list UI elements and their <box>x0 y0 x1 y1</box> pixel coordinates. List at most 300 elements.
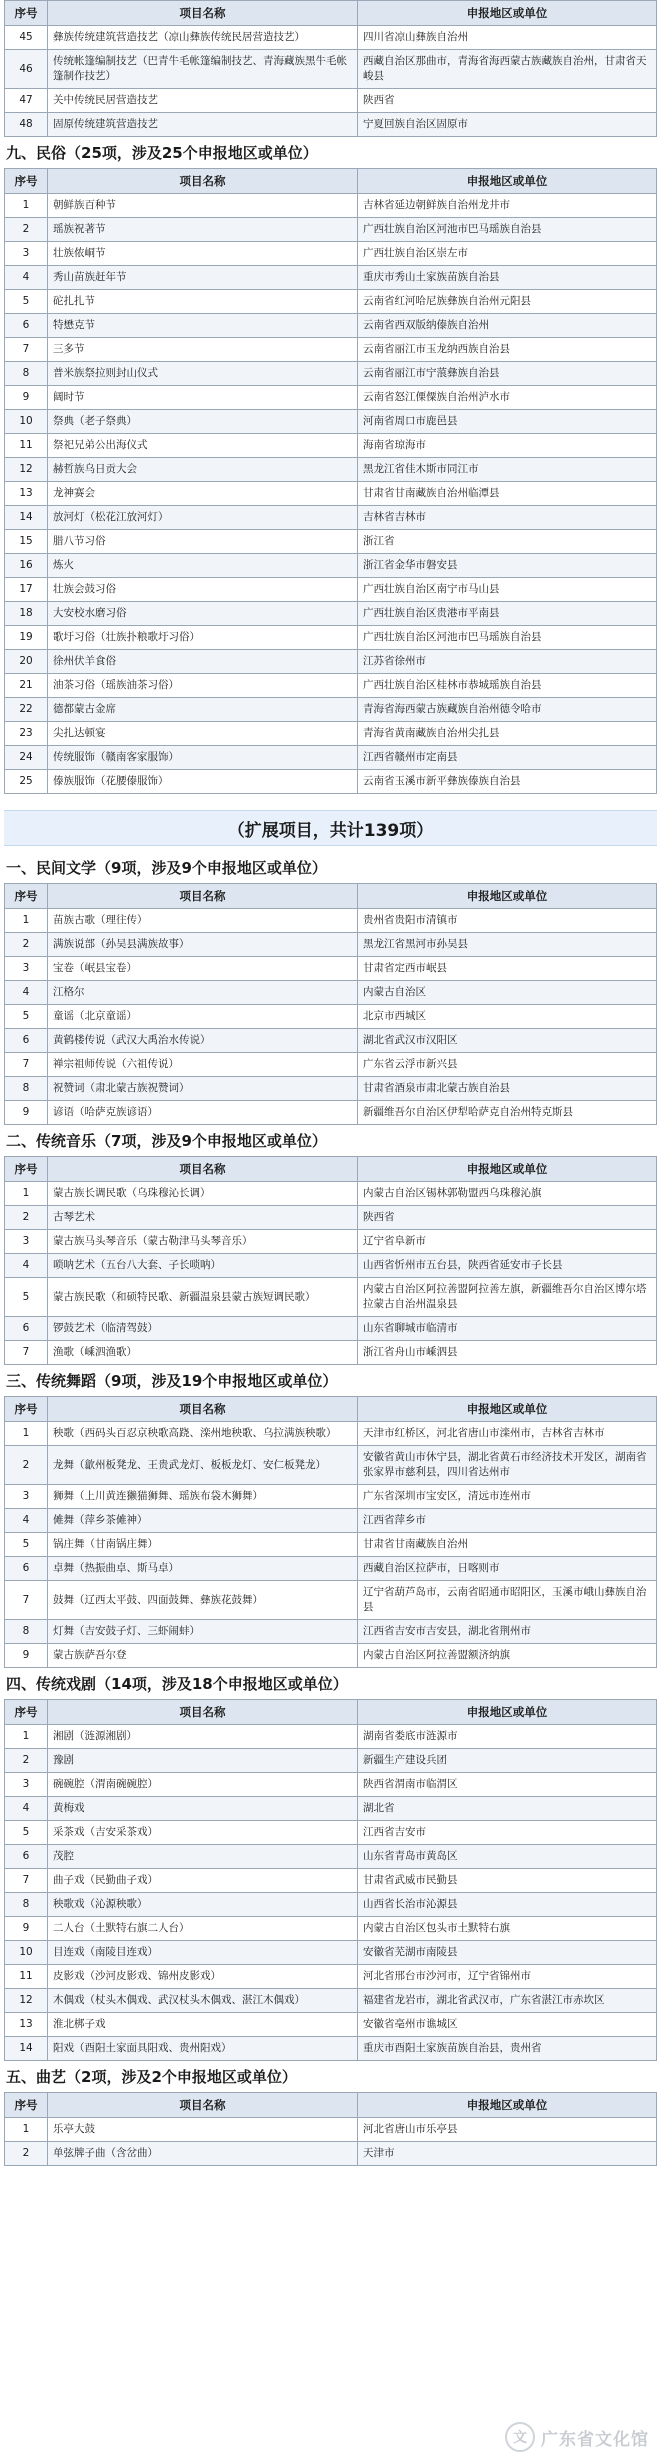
cell-area: 辽宁省葫芦岛市，云南省昭通市昭阳区，玉溪市峨山彝族自治县 <box>358 1581 657 1620</box>
cell-number: 7 <box>5 338 48 362</box>
table-row <box>5 1422 657 1446</box>
cell-number: 5 <box>5 1821 48 1845</box>
cell-project-name: 阳戏（酉阳土家面具阳戏、贵州阳戏） <box>48 2037 358 2061</box>
table-row <box>5 578 657 602</box>
cell-area: 吉林省吉林市 <box>358 506 657 530</box>
cell-project-name: 龙舞（歙州板凳龙、王贵武龙灯、板板龙灯、安仁板凳龙） <box>48 1446 358 1485</box>
table-row <box>5 506 657 530</box>
cell-number: 4 <box>5 1254 48 1278</box>
table-row <box>5 1509 657 1533</box>
table-row <box>5 530 657 554</box>
table-row <box>5 362 657 386</box>
cell-project-name: 阔时节 <box>48 386 358 410</box>
cell-project-name: 蒙古族民歌（和硕特民歌、新疆温泉县蒙古族短调民歌） <box>48 1278 358 1317</box>
cell-number: 6 <box>5 314 48 338</box>
col-header-name: 项目名称 <box>48 1700 358 1725</box>
table-quyi <box>4 2092 657 2166</box>
table-row <box>5 650 657 674</box>
table-row <box>5 1620 657 1644</box>
table-row <box>5 1869 657 1893</box>
cell-number: 3 <box>5 1485 48 1509</box>
cell-number: 13 <box>5 2013 48 2037</box>
cell-project-name: 傩舞（萍乡茶傩神） <box>48 1509 358 1533</box>
cell-number: 19 <box>5 626 48 650</box>
cell-number: 20 <box>5 650 48 674</box>
table-row <box>5 1797 657 1821</box>
cell-area: 湖北省武汉市汉阳区 <box>358 1029 657 1053</box>
table-traditional-music <box>4 1156 657 1365</box>
table-row <box>5 410 657 434</box>
table-row <box>5 1485 657 1509</box>
table-row <box>5 1446 657 1485</box>
table-row <box>5 626 657 650</box>
col-header-area: 申报地区或单位 <box>358 1397 657 1422</box>
cell-number: 2 <box>5 2142 48 2166</box>
cell-number: 16 <box>5 554 48 578</box>
cell-project-name: 赫哲族乌日贡大会 <box>48 458 358 482</box>
cell-project-name: 宝卷（岷县宝卷） <box>48 957 358 981</box>
cell-number: 9 <box>5 386 48 410</box>
cell-project-name: 江格尔 <box>48 981 358 1005</box>
cell-area: 山西省忻州市五台县，陕西省延安市子长县 <box>358 1254 657 1278</box>
watermark-text: 广东省文化馆 <box>541 2429 649 2450</box>
table-traditional-drama <box>4 1699 657 2061</box>
col-header-area: 申报地区或单位 <box>358 1700 657 1725</box>
table-row <box>5 1029 657 1053</box>
section-title-quyi: 五、曲艺（2项，涉及2个申报地区或单位） <box>6 2068 297 2086</box>
cell-number: 1 <box>5 1725 48 1749</box>
cell-area: 甘肃省酒泉市肃北蒙古族自治县 <box>358 1077 657 1101</box>
cell-area: 广西壮族自治区桂林市恭城瑶族自治县 <box>358 674 657 698</box>
table-row <box>5 266 657 290</box>
cell-number: 10 <box>5 410 48 434</box>
cell-number: 8 <box>5 1077 48 1101</box>
cell-project-name: 苗族古歌（理往传） <box>48 909 358 933</box>
cell-project-name: 二人台（土默特右旗二人台） <box>48 1917 358 1941</box>
cell-number: 48 <box>5 113 48 137</box>
cell-project-name: 傣族服饰（花腰傣服饰） <box>48 770 358 794</box>
table-row <box>5 1101 657 1125</box>
cell-area: 宁夏回族自治区固原市 <box>358 113 657 137</box>
cell-area: 江西省吉安市 <box>358 1821 657 1845</box>
cell-project-name: 腊八节习俗 <box>48 530 358 554</box>
col-header-area: 申报地区或单位 <box>358 2093 657 2118</box>
cell-project-name: 木偶戏（杖头木偶戏、武汉杖头木偶戏、湛江木偶戏） <box>48 1989 358 2013</box>
table-row <box>5 89 657 113</box>
col-header-no: 序号 <box>5 1397 48 1422</box>
cell-project-name: 祭典（老子祭典） <box>48 410 358 434</box>
cell-project-name: 卓舞（热振曲卓、斯马卓） <box>48 1557 358 1581</box>
table-row <box>5 218 657 242</box>
table-row <box>5 386 657 410</box>
table-row <box>5 674 657 698</box>
cell-number: 3 <box>5 957 48 981</box>
cell-number: 3 <box>5 242 48 266</box>
table-row <box>5 722 657 746</box>
cell-area: 湖北省 <box>358 1797 657 1821</box>
cell-number: 45 <box>5 26 48 50</box>
cell-project-name: 瑶族祝著节 <box>48 218 358 242</box>
cell-number: 6 <box>5 1317 48 1341</box>
cell-number: 4 <box>5 1797 48 1821</box>
table-row <box>5 1773 657 1797</box>
table-row <box>5 1341 657 1365</box>
table-row <box>5 1317 657 1341</box>
table-row <box>5 1533 657 1557</box>
cell-number: 14 <box>5 506 48 530</box>
cell-project-name: 普米族祭拉则封山仪式 <box>48 362 358 386</box>
table-row <box>5 2013 657 2037</box>
cell-project-name: 固原传统建筑营造技艺 <box>48 113 358 137</box>
cell-number: 18 <box>5 602 48 626</box>
cell-project-name: 砣扎扎节 <box>48 290 358 314</box>
section-title-folk-literature: 一、民间文学（9项，涉及9个申报地区或单位） <box>6 859 327 877</box>
cell-project-name: 淮北梆子戏 <box>48 2013 358 2037</box>
col-header-name: 项目名称 <box>48 2093 358 2118</box>
cell-number: 7 <box>5 1869 48 1893</box>
cell-project-name: 大安校水磨习俗 <box>48 602 358 626</box>
cell-number: 9 <box>5 1917 48 1941</box>
table-header <box>5 884 657 909</box>
table-row <box>5 50 657 89</box>
col-header-area: 申报地区或单位 <box>358 169 657 194</box>
cell-area: 浙江省 <box>358 530 657 554</box>
table-row <box>5 1182 657 1206</box>
cell-number: 25 <box>5 770 48 794</box>
cell-area: 海南省琼海市 <box>358 434 657 458</box>
watermark-badge-icon: 文 <box>505 2422 535 2452</box>
cell-number: 3 <box>5 1773 48 1797</box>
cell-number: 2 <box>5 1749 48 1773</box>
cell-number: 6 <box>5 1845 48 1869</box>
cell-number: 13 <box>5 482 48 506</box>
cell-project-name: 采茶戏（吉安采茶戏） <box>48 1821 358 1845</box>
cell-project-name: 炼火 <box>48 554 358 578</box>
cell-project-name: 碗碗腔（渭南碗碗腔） <box>48 1773 358 1797</box>
col-header-no: 序号 <box>5 1157 48 1182</box>
col-header-area: 申报地区或单位 <box>358 1157 657 1182</box>
cell-area: 青海省海西蒙古族藏族自治州德令哈市 <box>358 698 657 722</box>
cell-area: 新疆生产建设兵团 <box>358 1749 657 1773</box>
col-header-no: 序号 <box>5 1 48 26</box>
cell-area: 重庆市酉阳土家族苗族自治县，贵州省 <box>358 2037 657 2061</box>
cell-area: 河北省邢台市沙河市，辽宁省锦州市 <box>358 1965 657 1989</box>
cell-project-name: 歌圩习俗（壮族扑粮歌圩习俗） <box>48 626 358 650</box>
cell-project-name: 目连戏（南陵目连戏） <box>48 1941 358 1965</box>
cell-area: 山西省长治市沁源县 <box>358 1893 657 1917</box>
table-folk-customs <box>4 168 657 794</box>
cell-number: 9 <box>5 1644 48 1668</box>
cell-area: 广西壮族自治区贵港市平南县 <box>358 602 657 626</box>
cell-project-name: 德都蒙古金席 <box>48 698 358 722</box>
table-row <box>5 1644 657 1668</box>
cell-project-name: 关中传统民居营造技艺 <box>48 89 358 113</box>
cell-area: 安徽省芜湖市南陵县 <box>358 1941 657 1965</box>
cell-area: 内蒙古自治区锡林郭勒盟西乌珠穆沁旗 <box>358 1182 657 1206</box>
cell-number: 4 <box>5 1509 48 1533</box>
cell-number: 24 <box>5 746 48 770</box>
cell-project-name: 尖扎达顿宴 <box>48 722 358 746</box>
cell-area: 江西省赣州市定南县 <box>358 746 657 770</box>
cell-area: 西藏自治区那曲市，青海省海西蒙古族藏族自治州，甘肃省天峻县 <box>358 50 657 89</box>
cell-number: 10 <box>5 1941 48 1965</box>
col-header-name: 项目名称 <box>48 884 358 909</box>
cell-number: 47 <box>5 89 48 113</box>
cell-area: 广东省云浮市新兴县 <box>358 1053 657 1077</box>
table-row <box>5 434 657 458</box>
cell-project-name: 徐州伏羊食俗 <box>48 650 358 674</box>
section-title-traditional-dance: 三、传统舞蹈（9项，涉及19个申报地区或单位） <box>6 1372 338 1390</box>
cell-area: 湖南省娄底市涟源市 <box>358 1725 657 1749</box>
cell-area: 北京市西城区 <box>358 1005 657 1029</box>
cell-area: 安徽省黄山市休宁县，湖北省黄石市经济技术开发区，湖南省张家界市慈利县，四川省达州市 <box>358 1446 657 1485</box>
cell-area: 内蒙古自治区阿拉善盟阿拉善左旗，新疆维吾尔自治区博尔塔拉蒙古自治州温泉县 <box>358 1278 657 1317</box>
cell-number: 11 <box>5 434 48 458</box>
table-row <box>5 554 657 578</box>
table-row <box>5 1053 657 1077</box>
cell-project-name: 黄梅戏 <box>48 1797 358 1821</box>
table-crafts-continued <box>4 0 657 137</box>
cell-project-name: 渔歌（嵊泗渔歌） <box>48 1341 358 1365</box>
table-header <box>5 1397 657 1422</box>
cell-area: 陕西省 <box>358 89 657 113</box>
cell-number: 1 <box>5 2118 48 2142</box>
cell-number: 1 <box>5 194 48 218</box>
cell-area: 西藏自治区拉萨市，日喀则市 <box>358 1557 657 1581</box>
cell-project-name: 乐亭大鼓 <box>48 2118 358 2142</box>
table-row <box>5 242 657 266</box>
cell-number: 7 <box>5 1053 48 1077</box>
cell-area: 浙江省舟山市嵊泗县 <box>358 1341 657 1365</box>
table-header <box>5 169 657 194</box>
cell-number: 14 <box>5 2037 48 2061</box>
cell-number: 2 <box>5 218 48 242</box>
table-row <box>5 1206 657 1230</box>
section-title-traditional-music: 二、传统音乐（7项，涉及9个申报地区或单位） <box>6 1132 327 1150</box>
cell-project-name: 豫剧 <box>48 1749 358 1773</box>
cell-project-name: 曲子戏（民勤曲子戏） <box>48 1869 358 1893</box>
cell-project-name: 秧歌戏（沁源秧歌） <box>48 1893 358 1917</box>
cell-project-name: 古琴艺术 <box>48 1206 358 1230</box>
col-header-name: 项目名称 <box>48 169 358 194</box>
cell-area: 黑龙江省佳木斯市同江市 <box>358 458 657 482</box>
table-row <box>5 2118 657 2142</box>
cell-area: 内蒙古自治区阿拉善盟额济纳旗 <box>358 1644 657 1668</box>
cell-project-name: 秧歌（西码头百忍京秧歌高跷、滦州地秧歌、乌拉满族秧歌） <box>48 1422 358 1446</box>
table-row <box>5 338 657 362</box>
col-header-no: 序号 <box>5 169 48 194</box>
table-row <box>5 746 657 770</box>
cell-area: 山东省青岛市黄岛区 <box>358 1845 657 1869</box>
table-row <box>5 698 657 722</box>
table-row <box>5 1749 657 1773</box>
table-row <box>5 909 657 933</box>
cell-number: 21 <box>5 674 48 698</box>
table-row <box>5 1005 657 1029</box>
cell-area: 安徽省亳州市谯城区 <box>358 2013 657 2037</box>
cell-area: 江西省萍乡市 <box>358 1509 657 1533</box>
cell-number: 4 <box>5 266 48 290</box>
table-row <box>5 2037 657 2061</box>
cell-project-name: 鼓舞（辽西太平鼓、四面鼓舞、彝族花鼓舞） <box>48 1581 358 1620</box>
cell-area: 陕西省渭南市临渭区 <box>358 1773 657 1797</box>
cell-area: 江苏省徐州市 <box>358 650 657 674</box>
table-folk-literature <box>4 883 657 1125</box>
cell-number: 2 <box>5 1446 48 1485</box>
cell-area: 福建省龙岩市，湖北省武汉市，广东省湛江市赤坎区 <box>358 1989 657 2013</box>
cell-area: 陕西省 <box>358 1206 657 1230</box>
table-row <box>5 458 657 482</box>
cell-number: 11 <box>5 1965 48 1989</box>
cell-project-name: 锅庄舞（甘南锅庄舞） <box>48 1533 358 1557</box>
cell-area: 云南省丽江市玉龙纳西族自治县 <box>358 338 657 362</box>
cell-project-name: 蒙古族长调民歌（乌珠穆沁长调） <box>48 1182 358 1206</box>
table-row <box>5 1581 657 1620</box>
cell-project-name: 童谣（北京童谣） <box>48 1005 358 1029</box>
cell-project-name: 灯舞（吉安鼓子灯、三虾闹蚌） <box>48 1620 358 1644</box>
table-row <box>5 290 657 314</box>
table-row <box>5 1893 657 1917</box>
cell-area: 广西壮族自治区河池市巴马瑶族自治县 <box>358 218 657 242</box>
cell-area: 青海省黄南藏族自治州尖扎县 <box>358 722 657 746</box>
cell-project-name: 茂腔 <box>48 1845 358 1869</box>
cell-number: 1 <box>5 1182 48 1206</box>
cell-number: 7 <box>5 1341 48 1365</box>
cell-project-name: 锣鼓艺术（临清驾鼓） <box>48 1317 358 1341</box>
cell-number: 23 <box>5 722 48 746</box>
col-header-no: 序号 <box>5 1700 48 1725</box>
cell-number: 12 <box>5 458 48 482</box>
table-row <box>5 2142 657 2166</box>
col-header-no: 序号 <box>5 2093 48 2118</box>
cell-number: 9 <box>5 1101 48 1125</box>
cell-area: 广西壮族自治区河池市巴马瑶族自治县 <box>358 626 657 650</box>
cell-project-name: 彝族传统建筑营造技艺（凉山彝族传统民居营造技艺） <box>48 26 358 50</box>
table-row <box>5 957 657 981</box>
cell-project-name: 黄鹤楼传说（武汉大禹治水传说） <box>48 1029 358 1053</box>
cell-number: 6 <box>5 1557 48 1581</box>
table-row <box>5 933 657 957</box>
cell-project-name: 特懋克节 <box>48 314 358 338</box>
cell-project-name: 传统帐篷编制技艺（巴青牛毛帐篷编制技艺、青海藏族黑牛毛帐篷制作技艺） <box>48 50 358 89</box>
cell-area: 广西壮族自治区崇左市 <box>358 242 657 266</box>
cell-area: 广西壮族自治区南宁市马山县 <box>358 578 657 602</box>
cell-number: 8 <box>5 362 48 386</box>
table-row <box>5 1278 657 1317</box>
cell-project-name: 壮族侬峒节 <box>48 242 358 266</box>
cell-area: 云南省玉溪市新平彝族傣族自治县 <box>358 770 657 794</box>
cell-project-name: 蒙古族马头琴音乐（蒙古勒津马头琴音乐） <box>48 1230 358 1254</box>
table-header <box>5 1157 657 1182</box>
table-row <box>5 1821 657 1845</box>
cell-area: 辽宁省阜新市 <box>358 1230 657 1254</box>
cell-number: 3 <box>5 1230 48 1254</box>
cell-number: 8 <box>5 1620 48 1644</box>
watermark-logo <box>505 2418 655 2456</box>
cell-area: 天津市 <box>358 2142 657 2166</box>
cell-number: 17 <box>5 578 48 602</box>
cell-area: 新疆维吾尔自治区伊犁哈萨克自治州特克斯县 <box>358 1101 657 1125</box>
cell-number: 5 <box>5 1278 48 1317</box>
cell-project-name: 禅宗祖师传说（六祖传说） <box>48 1053 358 1077</box>
cell-project-name: 皮影戏（沙河皮影戏、锦州皮影戏） <box>48 1965 358 1989</box>
cell-number: 15 <box>5 530 48 554</box>
cell-number: 4 <box>5 981 48 1005</box>
cell-number: 12 <box>5 1989 48 2013</box>
table-row <box>5 26 657 50</box>
cell-project-name: 唢呐艺术（五台八大套、子长唢呐） <box>48 1254 358 1278</box>
cell-area: 浙江省金华市磐安县 <box>358 554 657 578</box>
cell-number: 2 <box>5 1206 48 1230</box>
table-header <box>5 2093 657 2118</box>
section-title-folk-customs: 九、民俗（25项，涉及25个申报地区或单位） <box>6 144 318 162</box>
table-row <box>5 602 657 626</box>
table-row <box>5 1845 657 1869</box>
table-row <box>5 981 657 1005</box>
table-row <box>5 113 657 137</box>
cell-project-name: 祝赞词（肃北蒙古族祝赞词） <box>48 1077 358 1101</box>
cell-number: 5 <box>5 1533 48 1557</box>
cell-area: 广东省深圳市宝安区，清远市连州市 <box>358 1485 657 1509</box>
cell-area: 四川省凉山彝族自治州 <box>358 26 657 50</box>
table-row <box>5 314 657 338</box>
cell-project-name: 油茶习俗（瑶族油茶习俗） <box>48 674 358 698</box>
cell-number: 46 <box>5 50 48 89</box>
cell-project-name: 满族说部（孙吴县满族故事） <box>48 933 358 957</box>
cell-project-name: 壮族会鼓习俗 <box>48 578 358 602</box>
col-header-name: 项目名称 <box>48 1397 358 1422</box>
cell-project-name: 放河灯（松花江放河灯） <box>48 506 358 530</box>
table-row <box>5 1077 657 1101</box>
col-header-name: 项目名称 <box>48 1 358 26</box>
table-header <box>5 1700 657 1725</box>
cell-area: 贵州省贵阳市清镇市 <box>358 909 657 933</box>
cell-project-name: 单弦牌子曲（含岔曲） <box>48 2142 358 2166</box>
cell-area: 云南省怒江傈僳族自治州泸水市 <box>358 386 657 410</box>
cell-area: 重庆市秀山土家族苗族自治县 <box>358 266 657 290</box>
section-title-traditional-drama: 四、传统戏剧（14项，涉及18个申报地区或单位） <box>6 1675 348 1693</box>
cell-project-name: 狮舞（上川黄连獭猫狮舞、瑶族布袋木狮舞） <box>48 1485 358 1509</box>
table-row <box>5 1989 657 2013</box>
cell-area: 河北省唐山市乐亭县 <box>358 2118 657 2142</box>
cell-area: 云南省红河哈尼族彝族自治州元阳县 <box>358 290 657 314</box>
cell-area: 河南省周口市鹿邑县 <box>358 410 657 434</box>
cell-area: 云南省丽江市宁蒗彝族自治县 <box>358 362 657 386</box>
cell-area: 山东省聊城市临清市 <box>358 1317 657 1341</box>
table-row <box>5 1965 657 1989</box>
table-row <box>5 1725 657 1749</box>
cell-area: 甘肃省定西市岷县 <box>358 957 657 981</box>
cell-number: 8 <box>5 1893 48 1917</box>
cell-area: 内蒙古自治区 <box>358 981 657 1005</box>
cell-area: 甘肃省武威市民勤县 <box>358 1869 657 1893</box>
cell-number: 7 <box>5 1581 48 1620</box>
cell-area: 天津市红桥区，河北省唐山市滦州市，吉林省吉林市 <box>358 1422 657 1446</box>
col-header-area: 申报地区或单位 <box>358 884 657 909</box>
cell-area: 内蒙古自治区包头市土默特右旗 <box>358 1917 657 1941</box>
cell-area: 黑龙江省黑河市孙吴县 <box>358 933 657 957</box>
table-row <box>5 1557 657 1581</box>
cell-project-name: 传统服饰（赣南客家服饰） <box>48 746 358 770</box>
cell-project-name: 祭祀兄弟公出海仪式 <box>48 434 358 458</box>
table-header <box>5 1 657 26</box>
table-row <box>5 1917 657 1941</box>
extension-projects-banner: （扩展项目，共计139项） <box>4 810 657 846</box>
cell-number: 6 <box>5 1029 48 1053</box>
col-header-name: 项目名称 <box>48 1157 358 1182</box>
cell-number: 1 <box>5 909 48 933</box>
table-row <box>5 770 657 794</box>
